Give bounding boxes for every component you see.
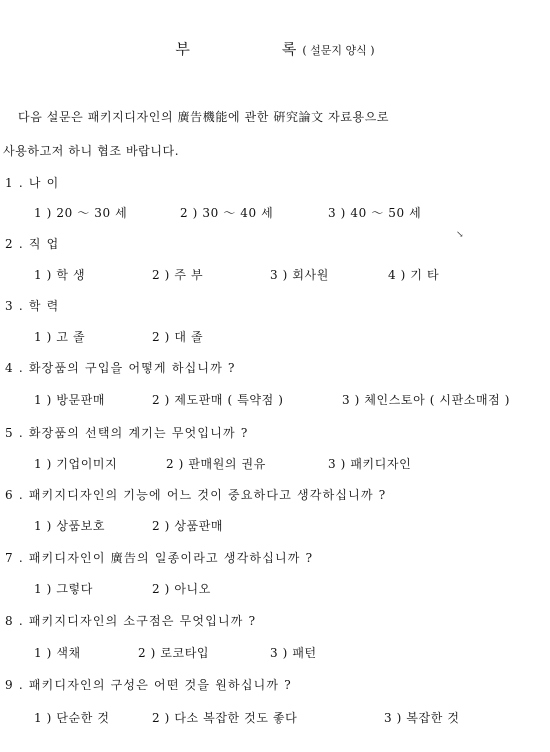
question-5-options	[34, 456, 411, 472]
intro-line-2: 사용하고저 하니 협조 바랍니다.	[3, 144, 180, 158]
title-subtitle: ( 설문지 양식 )	[302, 44, 375, 57]
q4-option-3: 3 ) 체인스토아 ( 시판소매점 )	[342, 393, 511, 407]
q4-option-1: 1 ) 방문판매	[34, 393, 106, 407]
question-8: 8 . 패키지디자인의 소구점은 무엇입니까 ?	[5, 614, 257, 628]
question-2: 2 . 직 업	[5, 237, 60, 251]
question-6: 6 . 패키지디자인의 기능에 어느 것이 중요하다고 생각하십니까 ?	[5, 488, 387, 502]
q5-option-2: 2 ) 판매원의 권유	[166, 457, 266, 471]
question-3-options	[34, 329, 203, 345]
intro-line-1: 다음 설문은 패키지디자인의 廣告機能에 관한 硏究論文 자료용으로	[18, 110, 390, 124]
q1-option-3: 3 ) 40 ～ 50 세	[328, 206, 422, 220]
q5-option-1: 1 ) 기업이미지	[34, 457, 118, 471]
q8-option-1: 1 ) 색채	[34, 646, 81, 660]
q8-option-2: 2 ) 로코타입	[138, 646, 210, 660]
question-4-options	[34, 392, 510, 408]
question-8-options	[34, 645, 317, 661]
q8-option-3: 3 ) 패턴	[270, 646, 317, 660]
q9-option-2: 2 ) 다소 복잡한 것도 좋다	[152, 711, 298, 725]
question-7-options	[34, 581, 211, 597]
title-part-1: 부	[175, 40, 190, 58]
question-5: 5 . 화장품의 선택의 계기는 무엇입니까 ?	[5, 426, 249, 440]
title-part-2: 록	[281, 40, 297, 58]
question-6-options	[34, 518, 223, 534]
question-1-options	[34, 205, 421, 221]
question-4: 4 . 화장품의 구입을 어떻게 하십니까 ?	[5, 361, 236, 375]
q5-option-3: 3 ) 패키디자인	[328, 457, 412, 471]
q9-option-1: 1 ) 단순한 것	[34, 711, 110, 725]
page-title	[0, 38, 550, 59]
q3-option-2: 2 ) 대 졸	[152, 330, 204, 344]
q1-option-2: 2 ) 30 ～ 40 세	[180, 206, 274, 220]
question-3: 3 . 학 력	[5, 299, 60, 313]
question-9-options	[34, 710, 460, 726]
q1-option-1: 1 ) 20 ～ 30 세	[34, 206, 128, 220]
q6-option-1: 1 ) 상품보호	[34, 519, 106, 533]
question-7: 7 . 패키디자인이 廣告의 일종이라고 생각하십니까 ?	[5, 551, 314, 565]
q2-option-1: 1 ) 학 생	[34, 268, 86, 282]
q6-option-2: 2 ) 상품판매	[152, 519, 224, 533]
q9-option-3: 3 ) 복잡한 것	[384, 711, 460, 725]
q2-option-4: 4 ) 기 타	[388, 268, 440, 282]
q2-option-3: 3 ) 회사원	[270, 268, 329, 282]
q7-option-2: 2 ) 아니오	[152, 582, 211, 596]
q4-option-2: 2 ) 제도판매 ( 특약점 )	[152, 393, 284, 407]
question-1: 1 . 나 이	[5, 176, 60, 190]
question-9: 9 . 패키디자인의 구성은 어떤 것을 원하십니까 ?	[5, 678, 292, 692]
stray-mark: ↘	[456, 230, 464, 240]
q2-option-2: 2 ) 주 부	[152, 268, 204, 282]
q3-option-1: 1 ) 고 졸	[34, 330, 86, 344]
q7-option-1: 1 ) 그렇다	[34, 582, 93, 596]
question-2-options	[34, 267, 439, 283]
